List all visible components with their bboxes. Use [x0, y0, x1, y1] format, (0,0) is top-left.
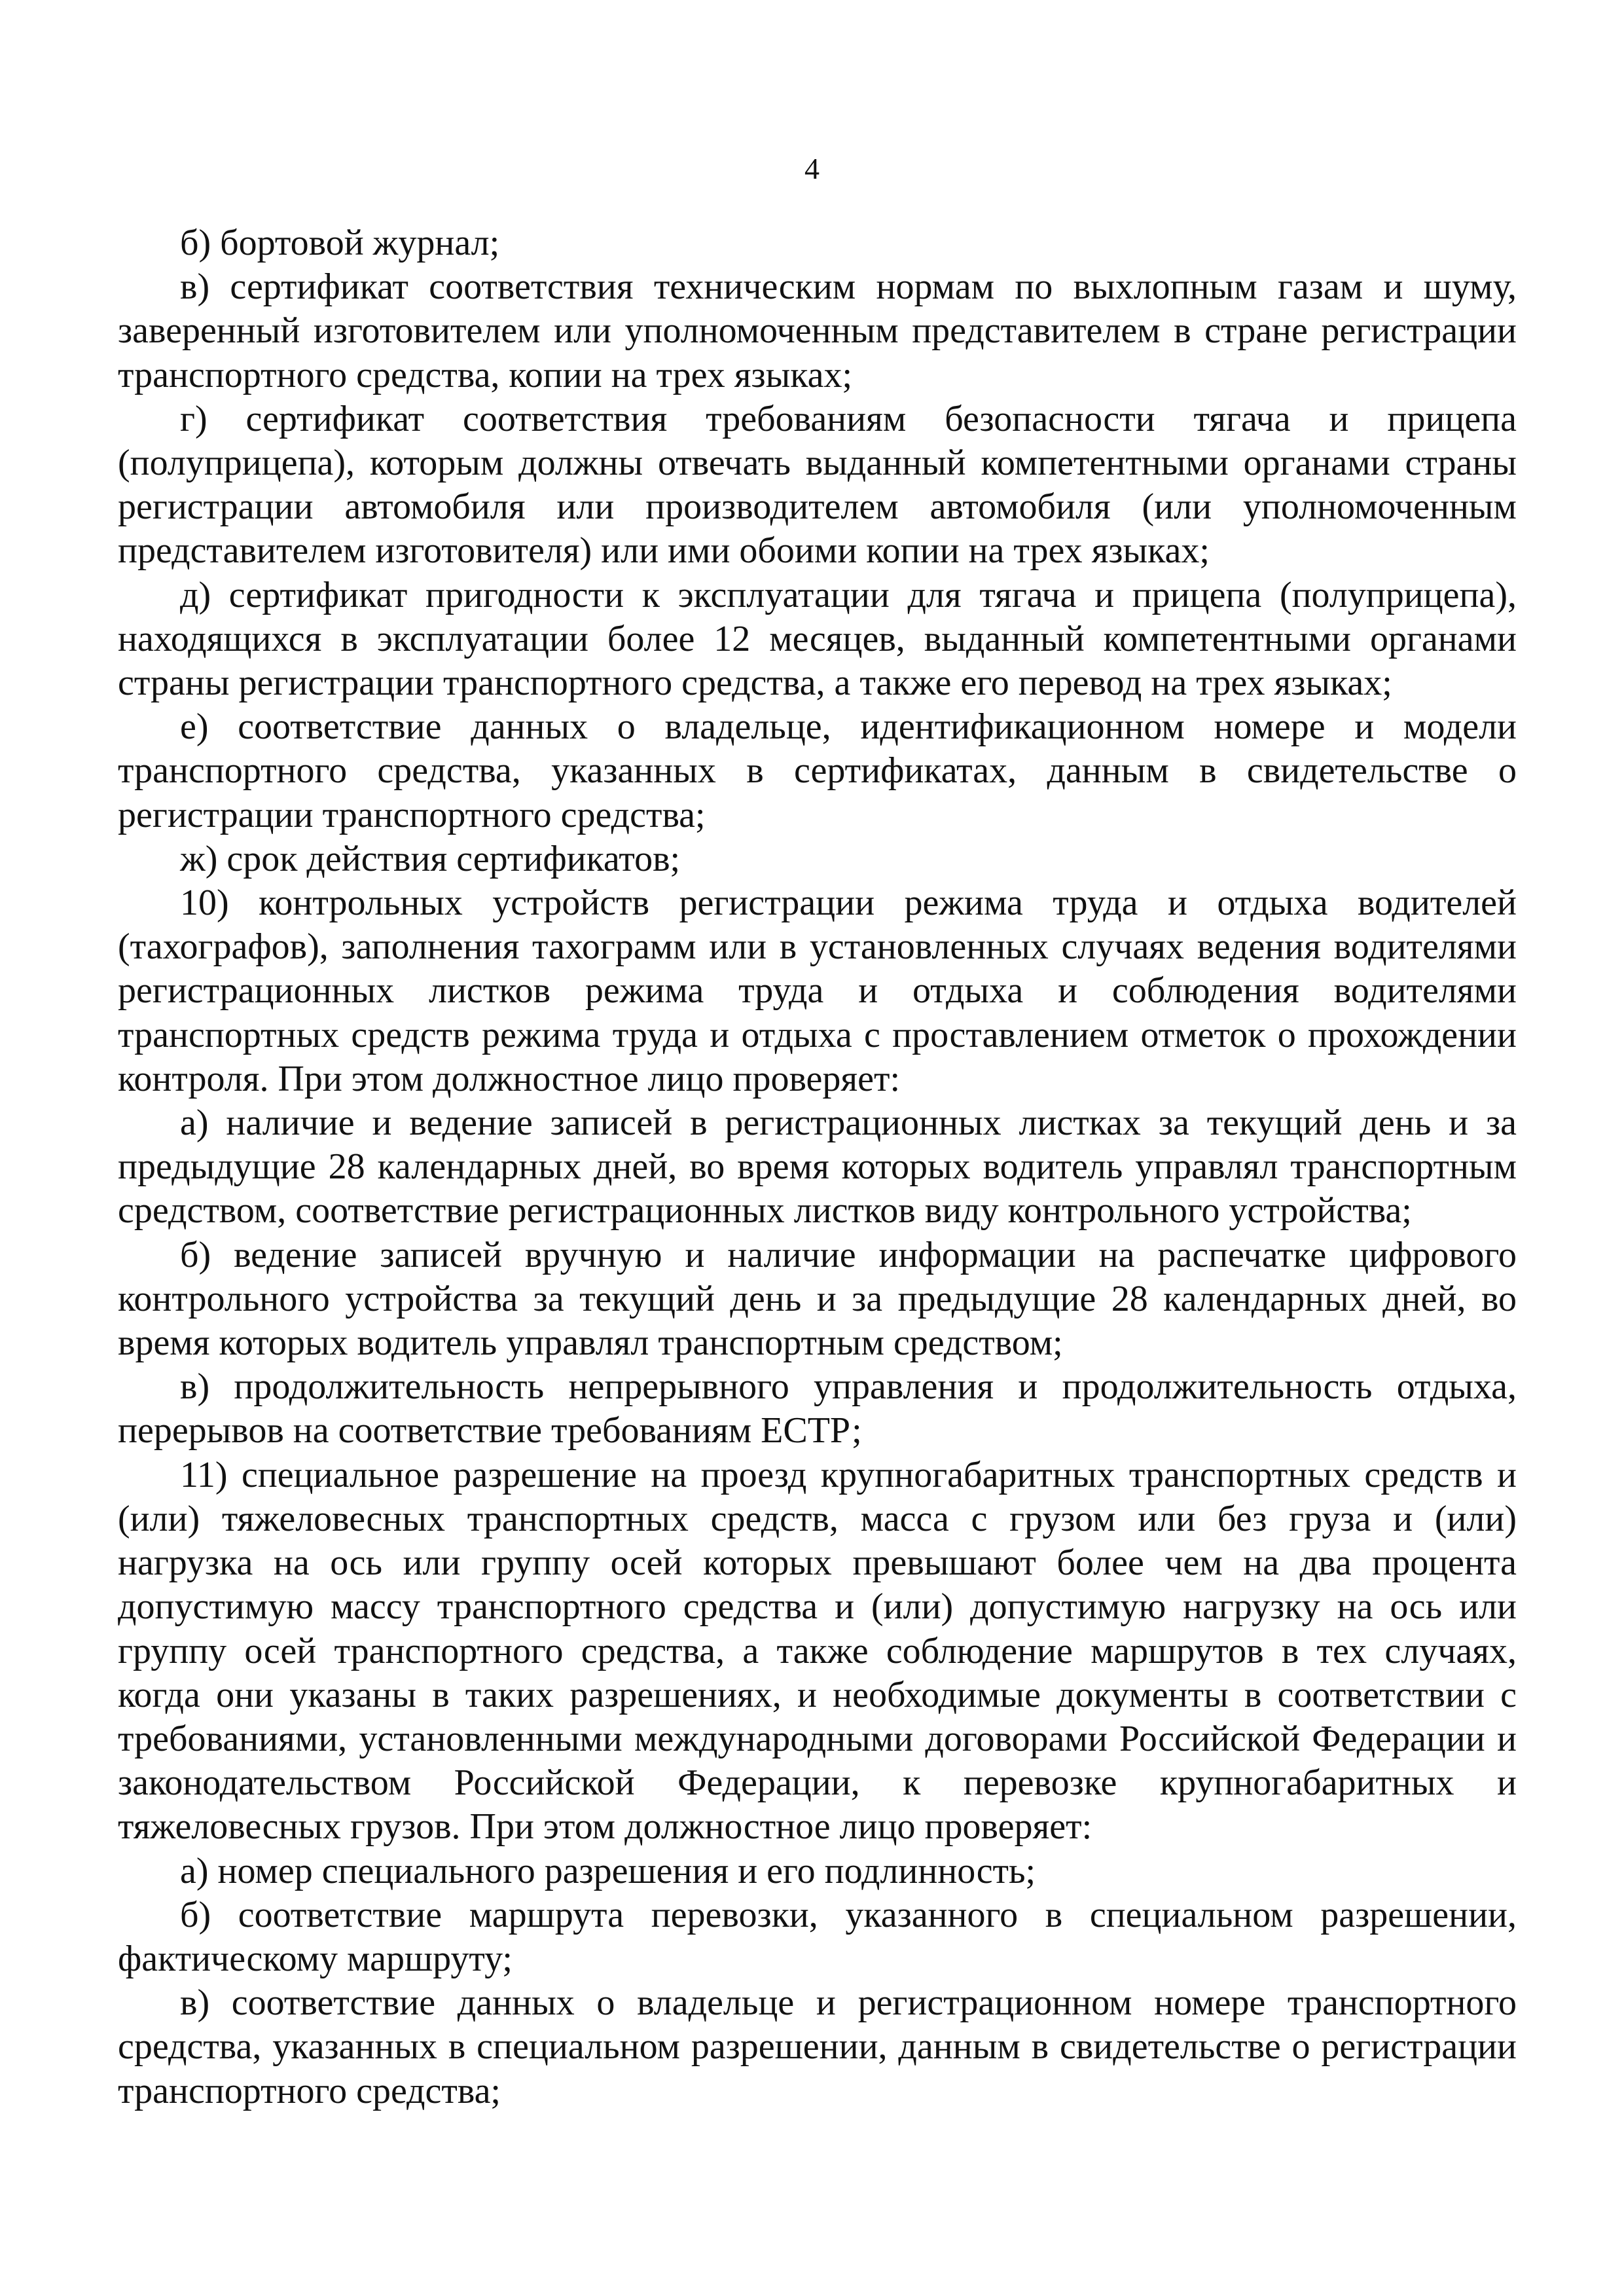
- paragraph-b-route-match: б) соответствие маршрута перевозки, указанного в специальном разрешении, фактическому маршруту;: [118, 1894, 1517, 1979]
- paragraph-10-tachographs: 10) контрольных устройств регистрации режима труда и отдыха водителей (тахографов), заполнения тахограмм или в установленных случаях ведения водителями регистрационных листков режима труда и отдыха и соблюдения водителями транспортных средств режима труда и отдыха с проставлением отметок о прохождении контроля. При этом должностное лицо проверяет:: [118, 883, 1517, 1099]
- paragraph-v-driving-duration: в) продолжительность непрерывного управления и продолжительность отдыха, перерывов на соответствие требованиям ЕСТР;: [118, 1366, 1517, 1451]
- document-body: [118, 221, 1517, 2113]
- paragraph-b-logbook: б) бортовой журнал;: [180, 223, 500, 263]
- paragraph-zh-certificate-validity: ж) срок действия сертификатов;: [180, 838, 681, 879]
- paragraph-d-roadworthiness-certificate: д) сертификат пригодности к эксплуатации для тягача и прицепа (полуприцепа), находящихся в эксплуатации более 12 месяцев, выданный компетентными органами страны регистрации транспортного средства, а также его перевод на трех языках;: [118, 574, 1517, 704]
- paragraph-g-safety-certificate: г) сертификат соответствия требованиям безопасности тягача и прицепа (полуприцепа), которым должны отвечать выданный компетентными органами страны регистрации автомобиля или производителем автомобиля (или уполномоченным представителем изготовителя) или ими обоими копии на трех языках;: [118, 398, 1517, 572]
- paragraph-a-permit-number: а) номер специального разрешения и его подлинность;: [180, 1850, 1036, 1891]
- page-number: 4: [804, 152, 820, 185]
- paragraph-a-records-28-days: а) наличие и ведение записей в регистрационных листках за текущий день и за предыдущие 28 календарных дней, во время которых водитель управлял транспортным средством, соответствие регистрационных листков виду контрольного устройства;: [118, 1102, 1517, 1231]
- paragraph-v-owner-registration-match: в) соответствие данных о владельце и регистрационном номере транспортного средства, указанных в специальном разрешении, данным в свидетельстве о регистрации транспортного средства;: [118, 1982, 1517, 2111]
- paragraph-11-special-permit: 11) специальное разрешение на проезд крупногабаритных транспортных средств и (или) тяжеловесных транспортных средств, масса с грузом или без груза и (или) нагрузка на ось или группу осей которых превышают более чем на два процента допустимую массу транспортного средства и (или) допустимую нагрузку на ось или группу осей транспортного средства, а также соблюдение маршрутов в тех случаях, когда они указаны в таких разрешениях, и необходимые документы в соответствии с требованиями, установленными международными договорами Российской Федерации и законодательством Российской Федерации, к перевозке крупногабаритных и тяжеловесных грузов. При этом должностное лицо проверяет:: [118, 1454, 1517, 1848]
- paragraph-v-emissions-certificate: в) сертификат соответствия техническим нормам по выхлопным газам и шуму, заверенный изготовителем или уполномоченным представителем в стране регистрации транспортного средства, копии на трех языках;: [118, 266, 1517, 395]
- paragraph-e-owner-data-match: е) соответствие данных о владельце, идентификационном номере и модели транспортного средства, указанных в сертификатах, данным в свидетельстве о регистрации транспортного средства;: [118, 706, 1517, 835]
- paragraph-b-manual-records: б) ведение записей вручную и наличие информации на распечатке цифрового контрольного устройства за текущий день и за предыдущие 28 календарных дней, во время которых водитель управлял транспортным средством;: [118, 1234, 1517, 1364]
